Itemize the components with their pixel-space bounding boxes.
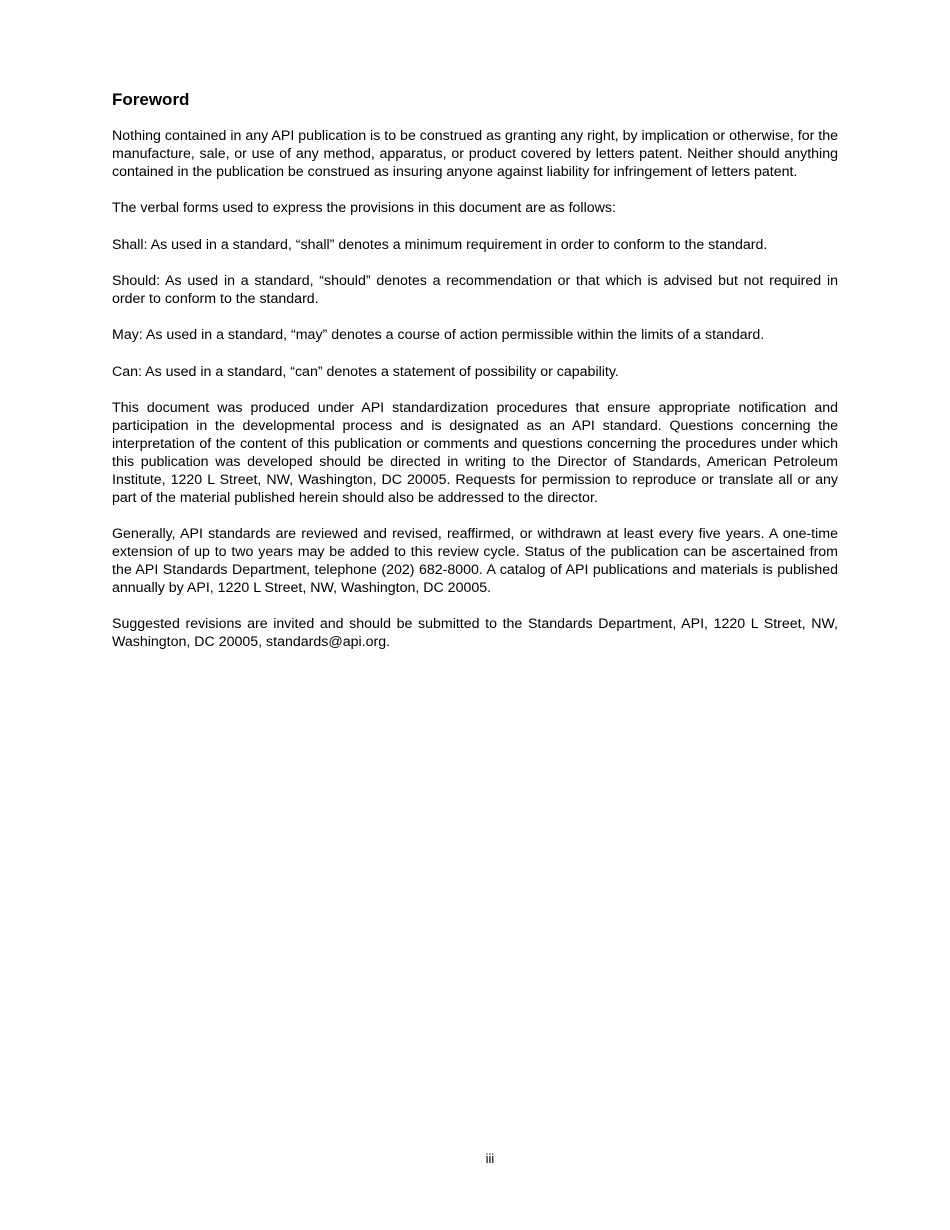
paragraph-standardization-procedures: This document was produced under API standardization procedures that ensure appropriate notification and participation in the developmental process and is designated as an API standard. Questions concerning the interpretation of the content of this publication or comments and questions concerning the procedures under which this publication was developed should be directed in writing to the Director of Standards, American Petroleum Institute, 1220 L Street, NW, Washington, DC 20005. Requests for permission to reproduce or translate all or any part of the material published herein should also be addressed to the director. <box>112 400 838 506</box>
paragraph-can-definition: Can: As used in a standard, “can” denotes a statement of possibility or capability. <box>112 363 619 380</box>
paragraph-verbal-forms-intro: The verbal forms used to express the provisions in this document are as follows: <box>112 200 616 217</box>
paragraph-patent-disclaimer: Nothing contained in any API publication is to be construed as granting any right, by implication or otherwise, for the manufacture, sale, or use of any method, apparatus, or product covered by letters patent. Neither should anything contained in the publication be construed as insuring anyone against liability for infringement of letters patent. <box>112 128 838 180</box>
page-title: Foreword <box>112 90 190 109</box>
paragraph-review-cycle: Generally, API standards are reviewed and revised, reaffirmed, or withdrawn at least every five years. A one-time extension of up to two years may be added to this review cycle. Status of the publication can be ascertained from the API Standards Department, telephone (202) 682-8000. A catalog of API publications and materials is published annually by API, 1220 L Street, NW, Washington, DC 20005. <box>112 526 838 596</box>
paragraph-suggested-revisions: Suggested revisions are invited and should be submitted to the Standards Department, API, 1220 L Street, NW, Washington, DC 20005, standards@api.org. <box>112 616 838 651</box>
document-page <box>112 88 838 671</box>
paragraph-may-definition: May: As used in a standard, “may” denotes a course of action permissible within the limits of a standard. <box>112 327 765 344</box>
page-number: iii <box>485 1151 495 1166</box>
paragraph-shall-definition: Shall: As used in a standard, “shall” denotes a minimum requirement in order to conform to the standard. <box>112 236 768 253</box>
paragraph-should-definition: Should: As used in a standard, “should” denotes a recommendation or that which is advised but not required in order to conform to the standard. <box>112 273 838 307</box>
